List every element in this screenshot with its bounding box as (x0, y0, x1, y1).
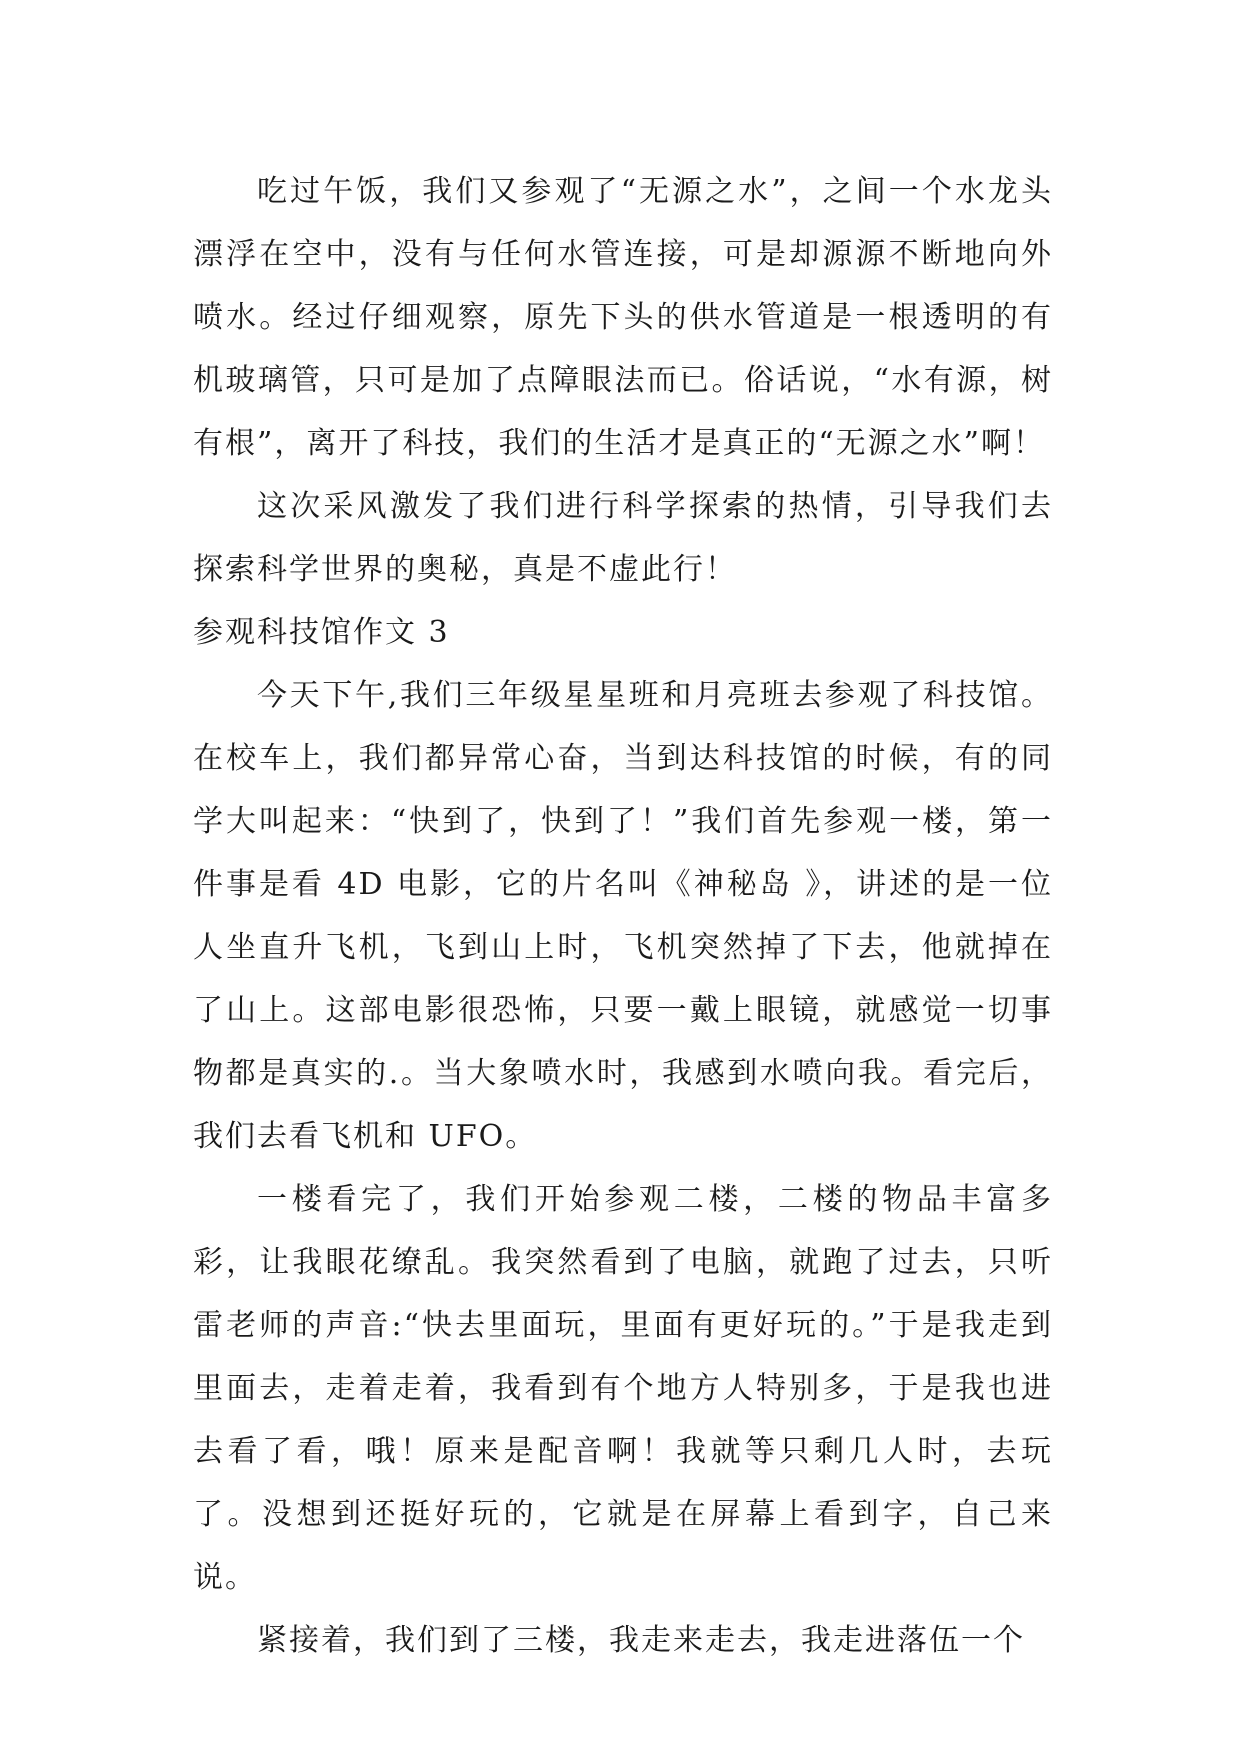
paragraph-third-floor: 紧接着，我们到了三楼，我走来走去，我走进落伍一个 (257, 1623, 1025, 1658)
paragraph-conclusion: 这次采风激发了我们进行科学探索的热情，引导我们去探索科学世界的奥秘，真是不虚此行！ (193, 489, 1053, 587)
essay-title: 参观科技馆作文 3 (193, 615, 450, 650)
document-body (193, 160, 1053, 1672)
paragraph-first-floor: 今天下午,我们三年级星星班和月亮班去参观了科技馆。在校车上，我们都异常心奋，当到达科技馆的时候，有的同学大叫起来：“快到了，快到了！”我们首先参观一楼，第一件事是看 4D 电影，它的片名叫《神秘岛 》，讲述的是一位人坐直升飞机，飞到山上时，飞机突然掉了下去，他就掉在了山上。这部电影很恐怖，只要一戴上眼镜，就感觉一切事物都是真实的.。当大象喷水时，我感到水喷向我。看完后，我们去看飞机和 UFO。 (193, 678, 1053, 1154)
paragraph-second-floor: 一楼看完了，我们开始参观二楼，二楼的物品丰富多彩，让我眼花缭乱。我突然看到了电脑，就跑了过去，只听雷老师的声音:“快去里面玩，里面有更好玩的。”于是我走到里面去，走着走着，我看到有个地方人特别多，于是我也进去看了看，哦！原来是配音啊！我就等只剩几人时，去玩了。没想到还挺好玩的，它就是在屏幕上看到字，自己来说。 (193, 1182, 1053, 1595)
paragraph-wuyuan-zhishui: 吃过午饭，我们又参观了“无源之水”，之间一个水龙头漂浮在空中，没有与任何水管连接，可是却源源不断地向外喷水。经过仔细观察，原先下头的供水管道是一根透明的有机玻璃管，只可是加了点障眼法而已。俗话说，“水有源，树有根”，离开了科技，我们的生活才是真正的“无源之水”啊！ (193, 174, 1053, 461)
